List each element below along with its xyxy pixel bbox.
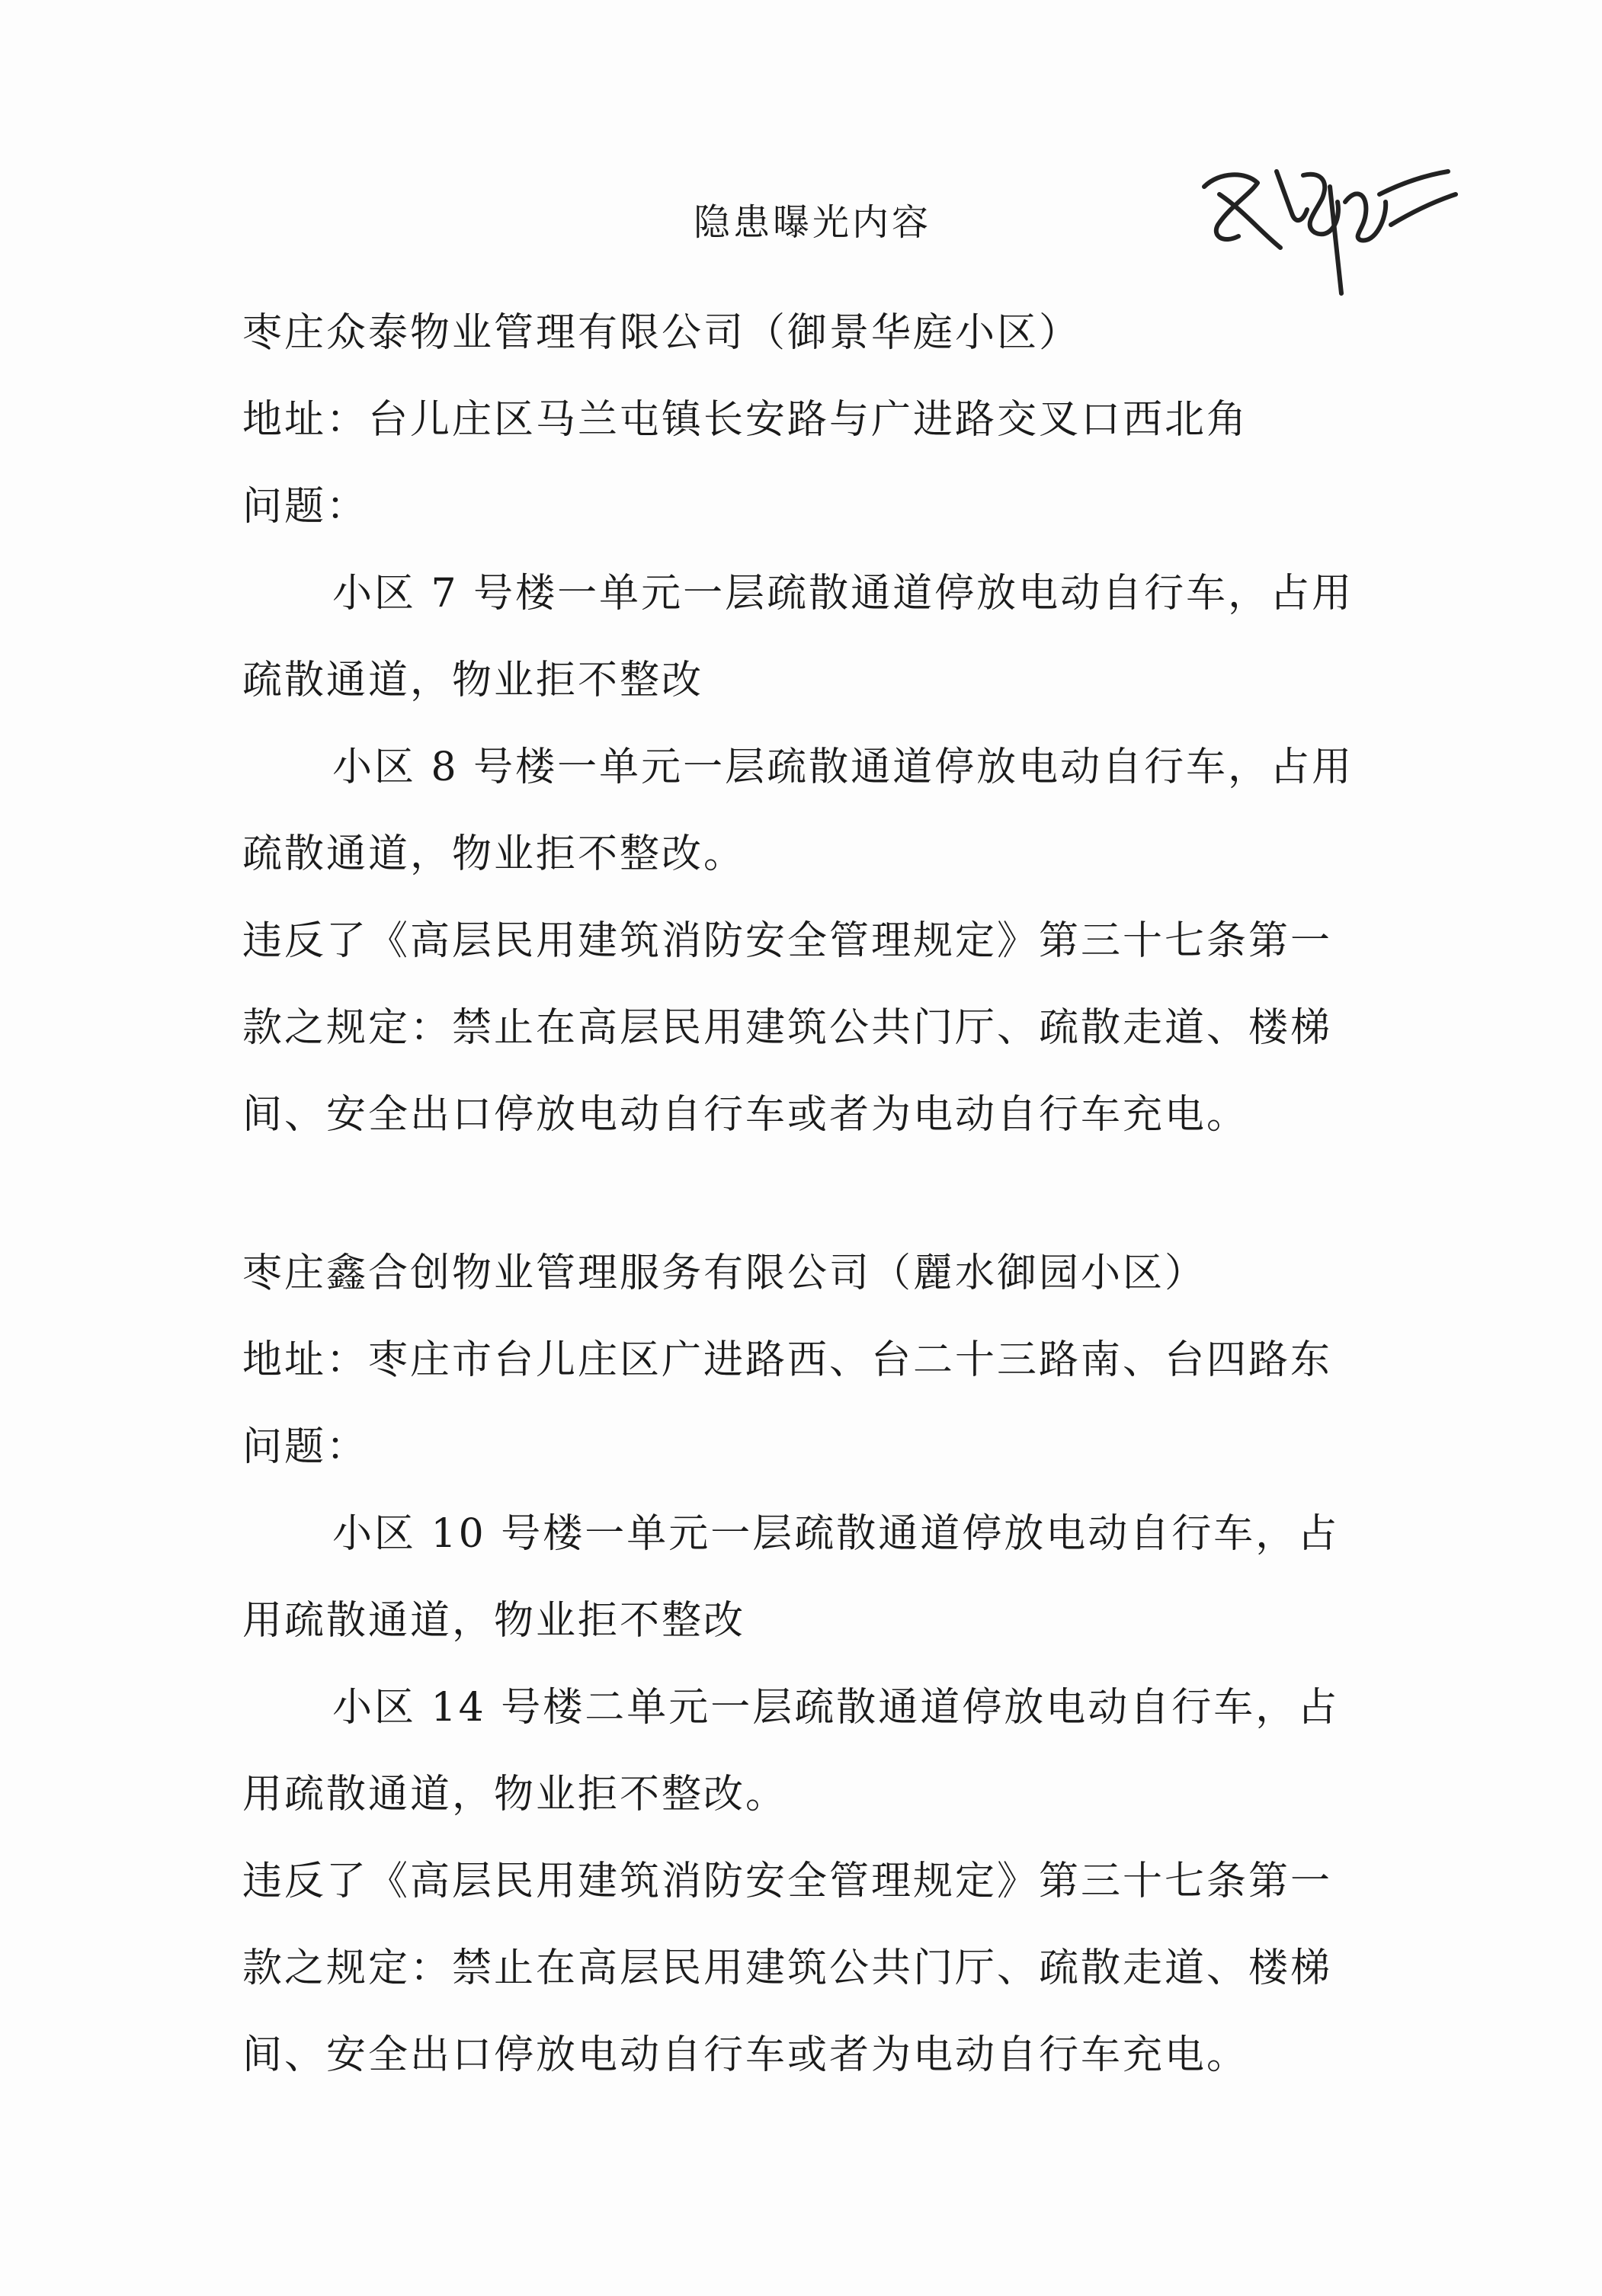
issue-line: 用疏散通道，物业拒不整改。 [242,1772,788,1817]
issue-line: 用疏散通道，物业拒不整改 [242,1598,746,1644]
violation-line: 间、安全出口停放电动自行车或者为电动自行车充电。 [242,1092,1249,1138]
issue-line: 疏散通道，物业拒不整改 [242,658,704,703]
company-name: 枣庄鑫合创物业管理服务有限公司（麗水御园小区） [242,1250,1207,1296]
section-zhongtai [242,290,1386,1158]
company-address: 地址：台儿庄区马兰屯镇长安路与广进路交叉口西北角 [242,397,1249,443]
issue-line: 小区 8 号楼一单元一层疏散通道停放电动自行车，占用 [332,745,1354,790]
document-body [242,290,1386,2099]
issue-line: 小区 7 号楼一单元一层疏散通道停放电动自行车，占用 [332,571,1354,616]
page-title: 隐患曝光内容 [693,201,931,244]
company-name: 枣庄众泰物业管理有限公司（御景华庭小区） [242,310,1081,356]
problem-label: 问题： [242,1424,369,1470]
violation-line: 款之规定：禁止在高层民用建筑公共门厅、疏散走道、楼梯 [242,1005,1333,1051]
violation-line: 违反了《高层民用建筑消防安全管理规定》第三十七条第一 [242,1859,1333,1904]
problem-label: 问题： [242,484,369,530]
violation-line: 间、安全出口停放电动自行车或者为电动自行车充电。 [242,2032,1249,2078]
section-xinhechuang [242,1230,1386,2099]
violation-line: 违反了《高层民用建筑消防安全管理规定》第三十七条第一 [242,918,1333,964]
company-address: 地址：枣庄市台儿庄区广进路西、台二十三路南、台四路东 [242,1337,1333,1383]
violation-line: 款之规定：禁止在高层民用建筑公共门厅、疏散走道、楼梯 [242,1945,1333,1991]
issue-line: 小区 14 号楼二单元一层疏散通道停放电动自行车，占 [332,1685,1340,1731]
issue-line: 疏散通道，物业拒不整改。 [242,831,746,877]
section-spacer [242,1158,1386,1230]
issue-line: 小区 10 号楼一单元一层疏散通道停放电动自行车，占 [332,1511,1340,1557]
